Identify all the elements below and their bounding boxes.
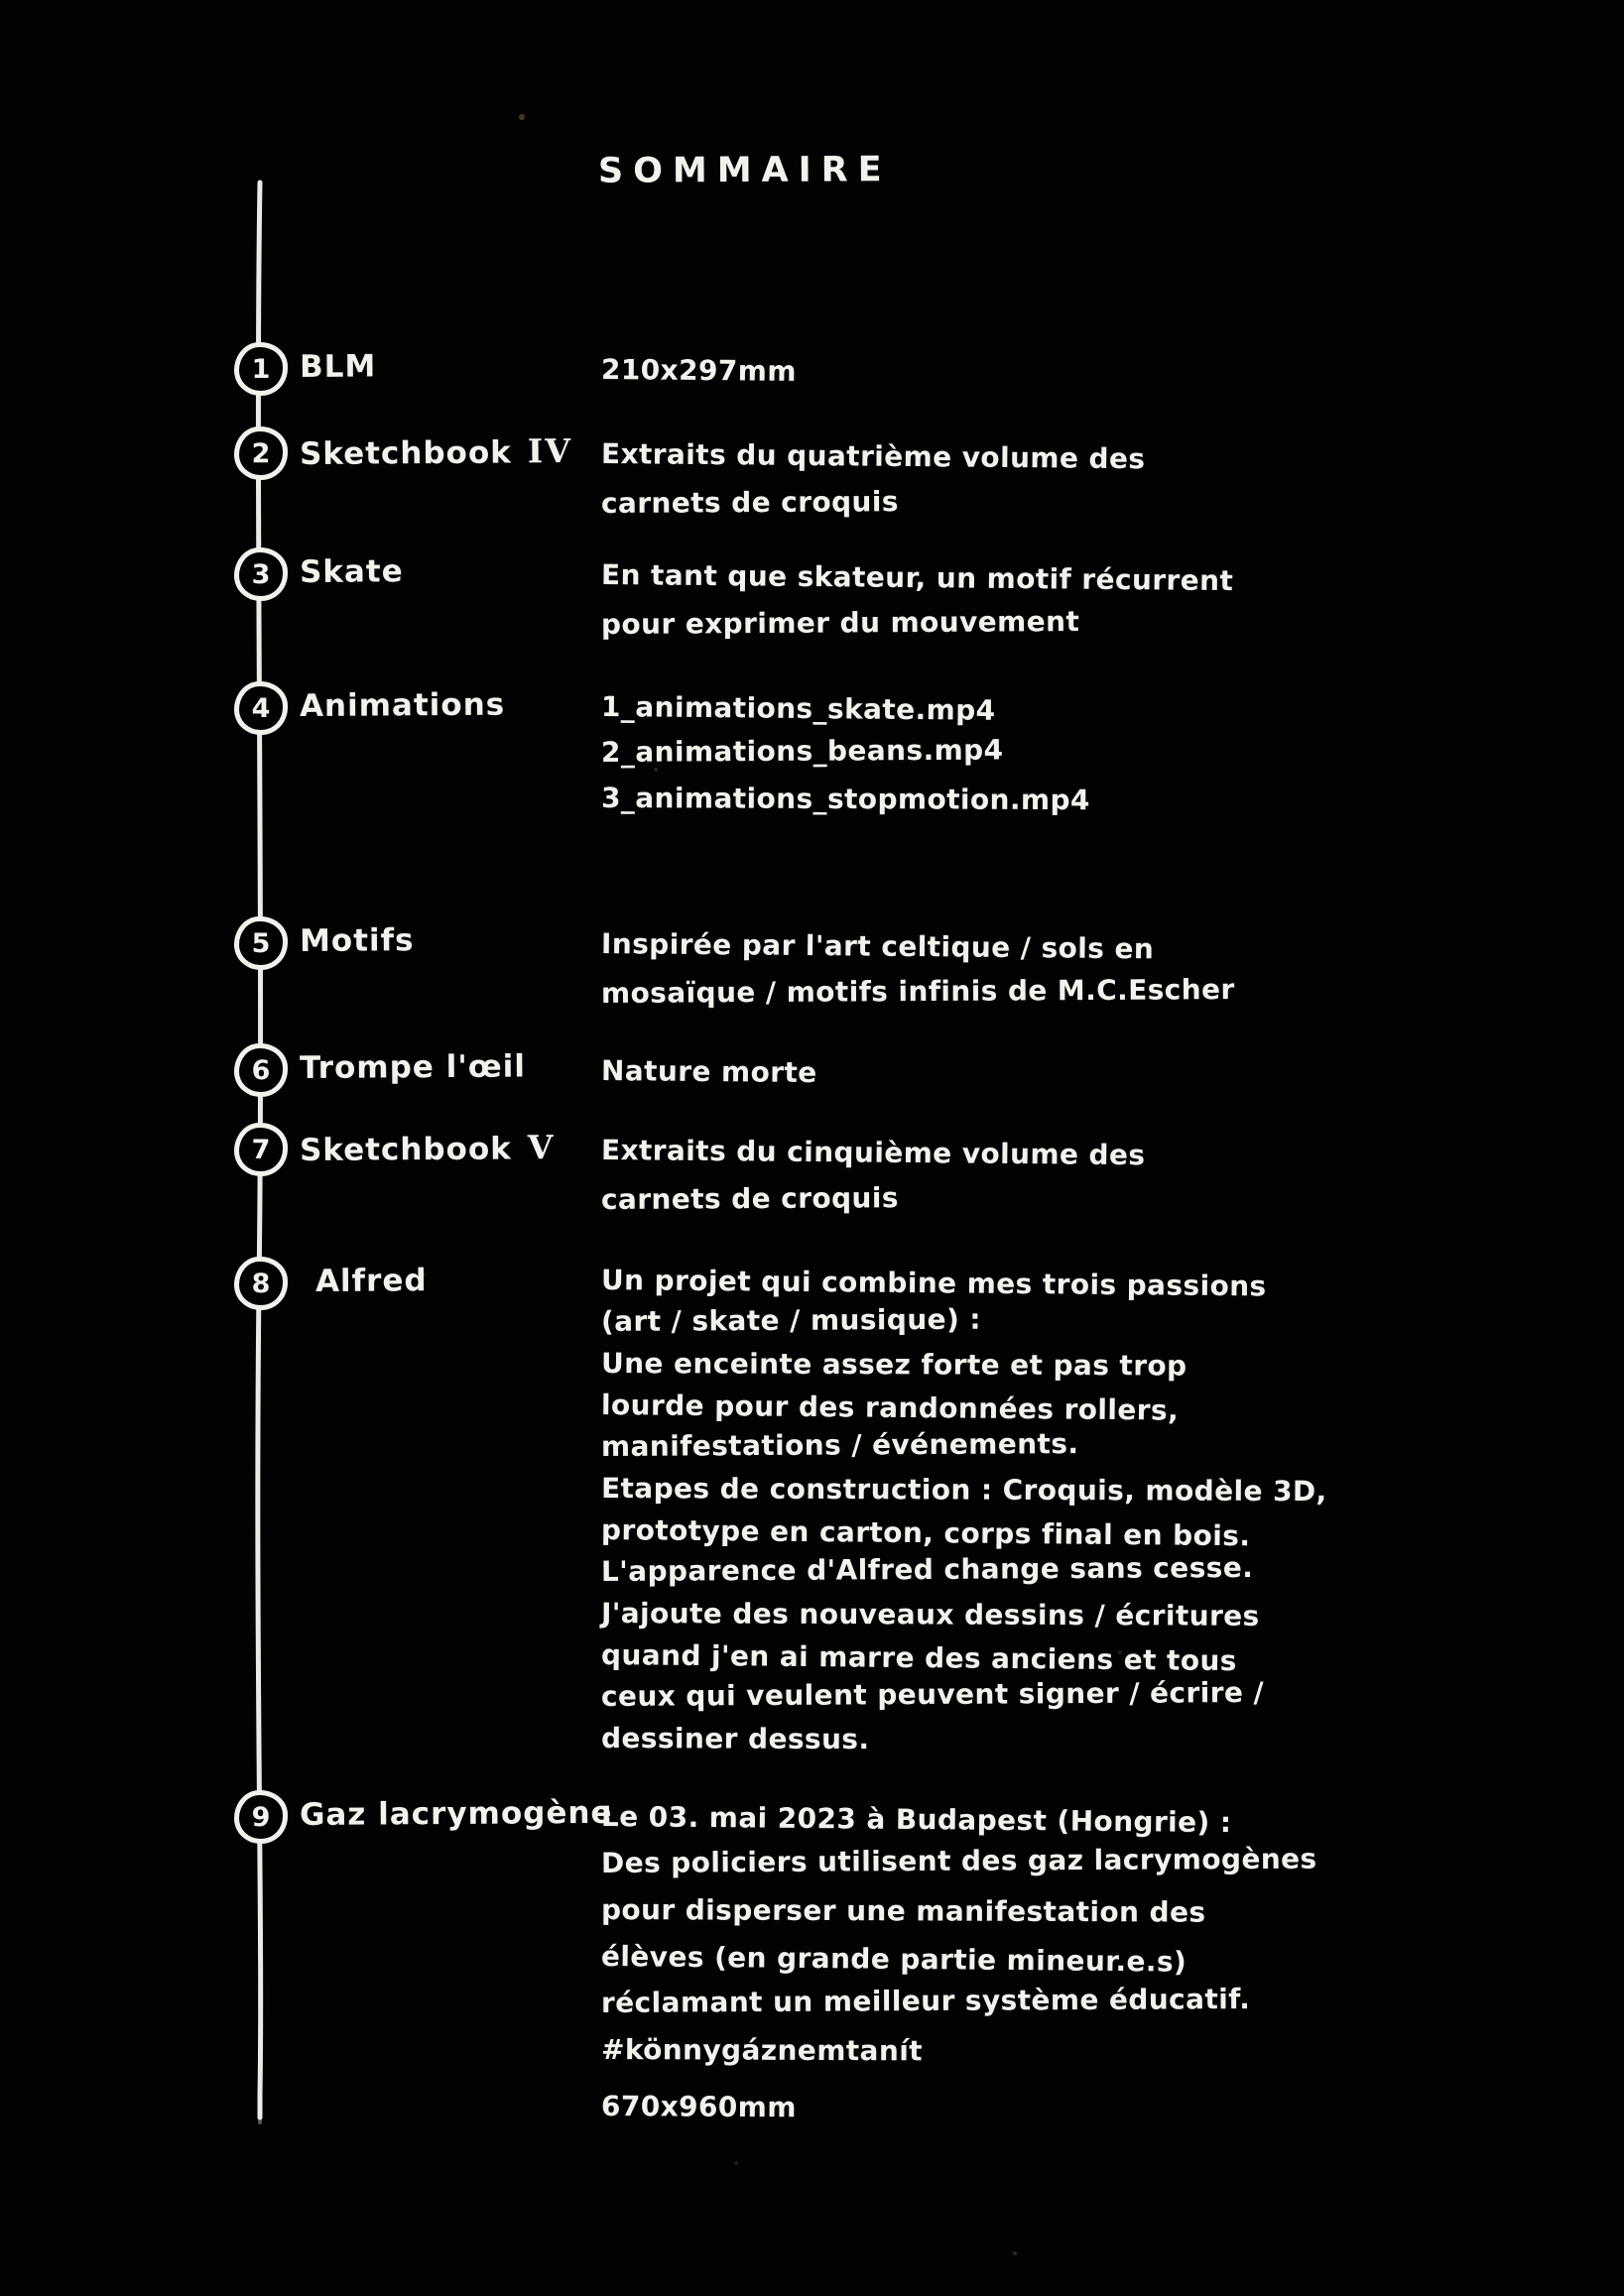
item-description bbox=[601, 1046, 1583, 1096]
desc-line: Une enceinte assez forte et pas trop bbox=[600, 1347, 1187, 1383]
desc-line: prototype en carton, corps final en bois. bbox=[600, 1513, 1251, 1553]
item-description bbox=[601, 919, 1583, 1019]
item-description bbox=[601, 1126, 1583, 1225]
item-label-text: Sketchbook bbox=[299, 1131, 512, 1168]
desc-line: ceux qui veulent peuvent signer / écrire / bbox=[600, 1675, 1265, 1713]
item-number-circle bbox=[234, 1790, 288, 1844]
desc-line: En tant que skateur, un motif récurrent bbox=[600, 558, 1234, 598]
item-number-circle bbox=[234, 1123, 288, 1176]
desc-line: pour exprimer du mouvement bbox=[600, 605, 1080, 641]
item-number-circle bbox=[234, 547, 288, 601]
item-label: Gaz lacrymogène bbox=[299, 1794, 613, 1833]
desc-line: L'apparence d'Alfred change sans cesse. bbox=[600, 1550, 1254, 1588]
desc-line: réclamant un meilleur système éducatif. bbox=[600, 1983, 1251, 2019]
item-number: 4 bbox=[251, 692, 271, 724]
item-description bbox=[601, 345, 1583, 395]
desc-line: Le 03. mai 2023 à Budapest (Hongrie) : bbox=[600, 1800, 1232, 1840]
item-number: 2 bbox=[251, 437, 271, 469]
item-label bbox=[300, 1128, 556, 1168]
item-roman-numeral: V bbox=[527, 1128, 556, 1167]
item-label-text: Sketchbook bbox=[299, 434, 512, 472]
item-number-circle bbox=[234, 1257, 288, 1310]
desc-line: Des policiers utilisent des gaz lacrymogènes bbox=[600, 1842, 1317, 1879]
item-number-circle bbox=[234, 1043, 288, 1097]
desc-line: Extraits du quatrième volume des bbox=[600, 437, 1146, 476]
item-label bbox=[300, 431, 572, 472]
desc-line: J'ajoute des nouveaux dessins / écritures bbox=[600, 1597, 1260, 1632]
desc-line: 3_animations_stopmotion.mp4 bbox=[600, 782, 1090, 817]
desc-line: Etapes de construction : Croquis, modèle 3D, bbox=[600, 1472, 1327, 1509]
desc-line: 210x297mm bbox=[600, 353, 798, 388]
item-description bbox=[601, 684, 1583, 821]
desc-line: 1_animations_skate.mp4 bbox=[600, 690, 996, 727]
desc-line: dessiner dessus. bbox=[600, 1722, 870, 1756]
item-label: Trompe l'œil bbox=[299, 1048, 527, 1086]
desc-line: manifestations / événements. bbox=[600, 1427, 1079, 1463]
desc-line: carnets de croquis bbox=[600, 485, 899, 520]
desc-line: élèves (en grande partie mineur.e.s) bbox=[600, 1940, 1187, 1979]
desc-line: quand j'en ai marre des anciens et tous bbox=[600, 1638, 1237, 1678]
item-label: Animations bbox=[299, 686, 506, 724]
desc-line: mosaïque / motifs infinis de M.C.Escher bbox=[600, 973, 1235, 1010]
item-roman-numeral: IV bbox=[527, 431, 572, 471]
desc-line: Inspirée par l'art celtique / sols en bbox=[600, 927, 1155, 966]
item-number: 9 bbox=[251, 1801, 271, 1833]
desc-line: Un projet qui combine mes trois passions bbox=[600, 1264, 1267, 1303]
item-number: 6 bbox=[251, 1054, 271, 1086]
item-number-circle bbox=[234, 916, 288, 970]
desc-line: pour disperser une manifestation des bbox=[600, 1893, 1206, 1929]
desc-line: #könnygáznemtanít bbox=[600, 2033, 924, 2068]
item-number: 5 bbox=[251, 927, 271, 959]
item-number-circle bbox=[234, 681, 288, 735]
desc-line: Extraits du cinquième volume des bbox=[600, 1134, 1146, 1172]
desc-line: carnets de croquis bbox=[600, 1181, 899, 1216]
item-description bbox=[601, 429, 1583, 529]
item-number: 3 bbox=[251, 558, 271, 590]
paper-dust-specks bbox=[0, 0, 2, 2]
desc-line: lourde pour des randonnées rollers, bbox=[600, 1389, 1180, 1427]
item-number: 8 bbox=[251, 1268, 271, 1299]
item-description bbox=[601, 1793, 1583, 2122]
desc-line: (art / skate / musique) : bbox=[600, 1302, 982, 1338]
item-label: Motifs bbox=[299, 922, 415, 959]
item-number-circle bbox=[234, 426, 288, 480]
desc-line: 2_animations_beans.mp4 bbox=[600, 733, 1004, 769]
item-description bbox=[601, 550, 1583, 650]
item-label: Skate bbox=[299, 553, 404, 590]
item-number: 7 bbox=[251, 1134, 271, 1165]
item-description bbox=[601, 1260, 1583, 1759]
item-number-circle bbox=[234, 342, 288, 396]
item-label: BLM bbox=[299, 348, 377, 385]
page-title: SOMMAIRE bbox=[597, 150, 892, 191]
item-number: 1 bbox=[251, 353, 271, 385]
artwork-size-note: 670x960mm bbox=[600, 2090, 798, 2124]
item-label: Alfred bbox=[314, 1263, 428, 1299]
desc-line: Nature morte bbox=[600, 1054, 817, 1090]
